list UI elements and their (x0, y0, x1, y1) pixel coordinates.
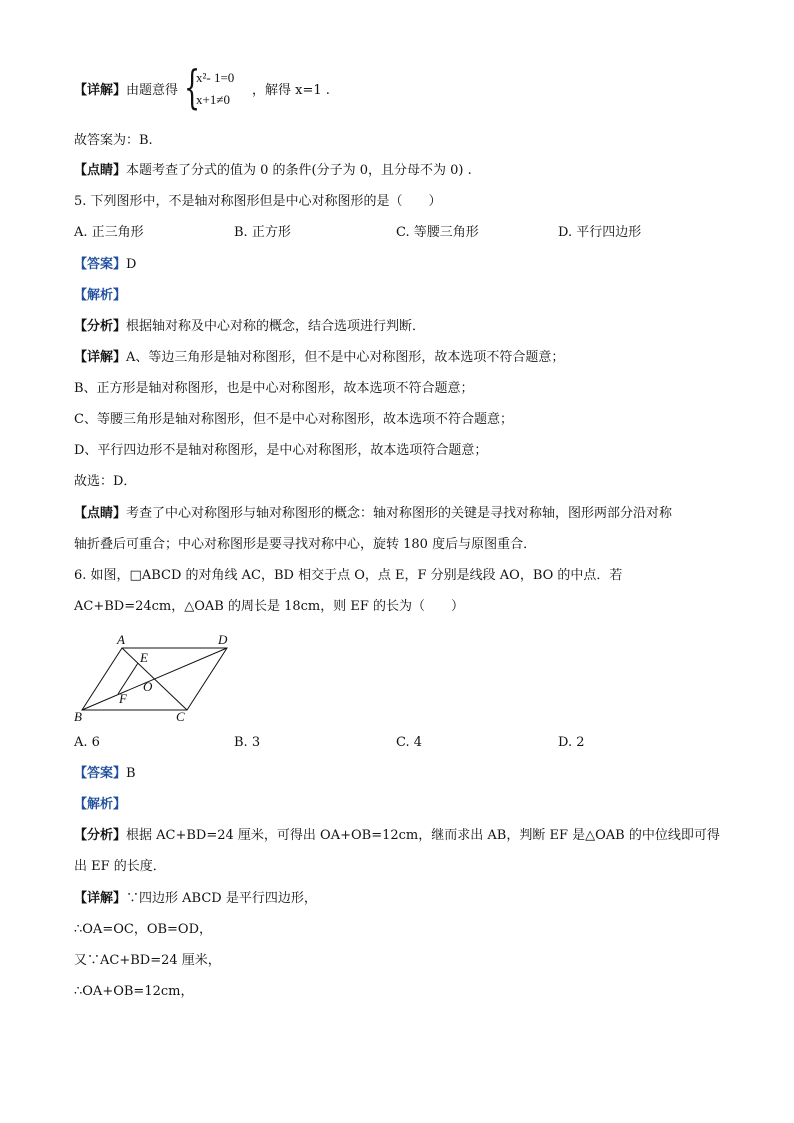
q6-fenxi-tag: 【分析】 (74, 828, 127, 843)
parallelogram-diagram (70, 628, 240, 726)
label-a: A (117, 632, 125, 647)
q5-fenxi-text: 根据轴对称及中心对称的概念，结合选项进行判断． (126, 319, 426, 334)
q5-answer-value: D (126, 257, 137, 272)
point-tag: 【点睛】 (74, 163, 127, 178)
q5-stem: 5. 下列图形中，不是轴对称图形但是中心对称图形的是（ ） (74, 194, 442, 209)
label-o: O (143, 679, 153, 694)
q5-choose: 故选：D． (74, 474, 137, 489)
q5-option-d: D. 平行四边形 (558, 225, 642, 240)
detail-tag: 【详解】 (74, 83, 127, 98)
equation-2: x+1≠0 (196, 92, 230, 107)
q6-option-b: B. 3 (234, 735, 261, 750)
detail-line (74, 82, 178, 100)
q5-xiangjie-c: C、等腰三角形是轴对称图形，但不是中心对称图形，故本选项不符合题意； (74, 412, 513, 427)
q6-stem-2: AC+BD=24cm，△OAB 的周长是 18cm，则 EF 的长为（ ） (74, 599, 465, 614)
q6-step-2: ∴OA=OC，OB=OD， (74, 922, 212, 937)
q5-answer-tag: 【答案】 (74, 257, 127, 272)
q6-fenxi (74, 827, 720, 845)
q5-dianjing-2: 轴折叠后可重合；中心对称图形是要寻找对称中心，旋转 180 度后与原图重合． (74, 537, 537, 552)
q6-xiangjie-tag: 【详解】 (74, 891, 127, 906)
q5-option-a: A. 正三角形 (74, 225, 144, 240)
label-b: B (74, 709, 82, 724)
q5-fenxi (74, 318, 425, 336)
q5-option-c: C. 等腰三角形 (396, 225, 479, 240)
q6-analysis-tag: 【解析】 (74, 797, 127, 812)
q5-dianjing-tag: 【点睛】 (74, 506, 127, 521)
q6-answer-tag: 【答案】 (74, 766, 127, 781)
q6-analysis (74, 796, 126, 814)
q6-stem-1: 6. 如图，□ABCD 的对角线 AC，BD 相交于点 O，点 E，F 分别是线段 AO，BO 的中点．若 (74, 568, 623, 583)
brace-icon: { (184, 60, 201, 114)
q5-xiangjie (74, 349, 564, 367)
answer-line: 故答案为：B. (74, 133, 153, 148)
q5-option-b: B. 正方形 (234, 225, 291, 240)
q5-dianjing-1: 考查了中心对称图形与轴对称图形的概念：轴对称图形的关键是寻找对称轴，图形两部分沿对称 (126, 506, 673, 521)
q5-fenxi-tag: 【分析】 (74, 319, 127, 334)
q6-xiangjie (74, 890, 317, 908)
q6-answer (74, 765, 136, 783)
q6-option-c: C. 4 (396, 735, 423, 750)
label-c: C (176, 709, 185, 724)
q5-dianjing (74, 505, 672, 523)
q6-step-4: ∴OA+OB=12cm， (74, 984, 194, 999)
q6-xiangjie-1: ∵四边形 ABCD 是平行四边形， (126, 891, 317, 906)
q5-analysis-tag: 【解析】 (74, 288, 127, 303)
q5-xiangjie-d: D、平行四边形不是轴对称图形，是中心对称图形，故本选项符合题意； (74, 443, 488, 458)
q5-analysis (74, 287, 126, 305)
point-text: 本题考查了分式的值为 0 的条件(分子为 0，且分母不为 0) . (126, 163, 472, 178)
label-e: E (140, 650, 148, 665)
q6-step-3: 又∵AC+BD=24 厘米， (74, 953, 221, 968)
detail-pre: 由题意得 (126, 83, 179, 98)
q5-xiangjie-a: A、等边三角形是轴对称图形，但不是中心对称图形，故本选项不符合题意； (126, 350, 565, 365)
q6-option-d: D. 2 (558, 735, 585, 750)
detail-post: ，解得 x=1 . (252, 83, 330, 98)
q6-answer-value: B (126, 766, 136, 781)
diagonal-bd (82, 648, 227, 710)
point-line (74, 162, 472, 180)
segment-ef (118, 663, 138, 694)
q6-fenxi-2: 出 EF 的长度． (74, 859, 166, 874)
q6-fenxi-1: 根据 AC+BD=24 厘米，可得出 OA+OB=12cm，继而求出 AB，判断 EF 是△OAB 的中位线即可得 (126, 828, 720, 843)
q5-xiangjie-tag: 【详解】 (74, 350, 127, 365)
label-f: F (119, 691, 127, 706)
equation-1: x²- 1=0 (196, 70, 235, 85)
q5-answer (74, 256, 136, 274)
q5-xiangjie-b: B、正方形是轴对称图形，也是中心对称图形，故本选项不符合题意； (74, 381, 474, 396)
label-d: D (218, 632, 228, 647)
q6-option-a: A. 6 (74, 735, 100, 750)
